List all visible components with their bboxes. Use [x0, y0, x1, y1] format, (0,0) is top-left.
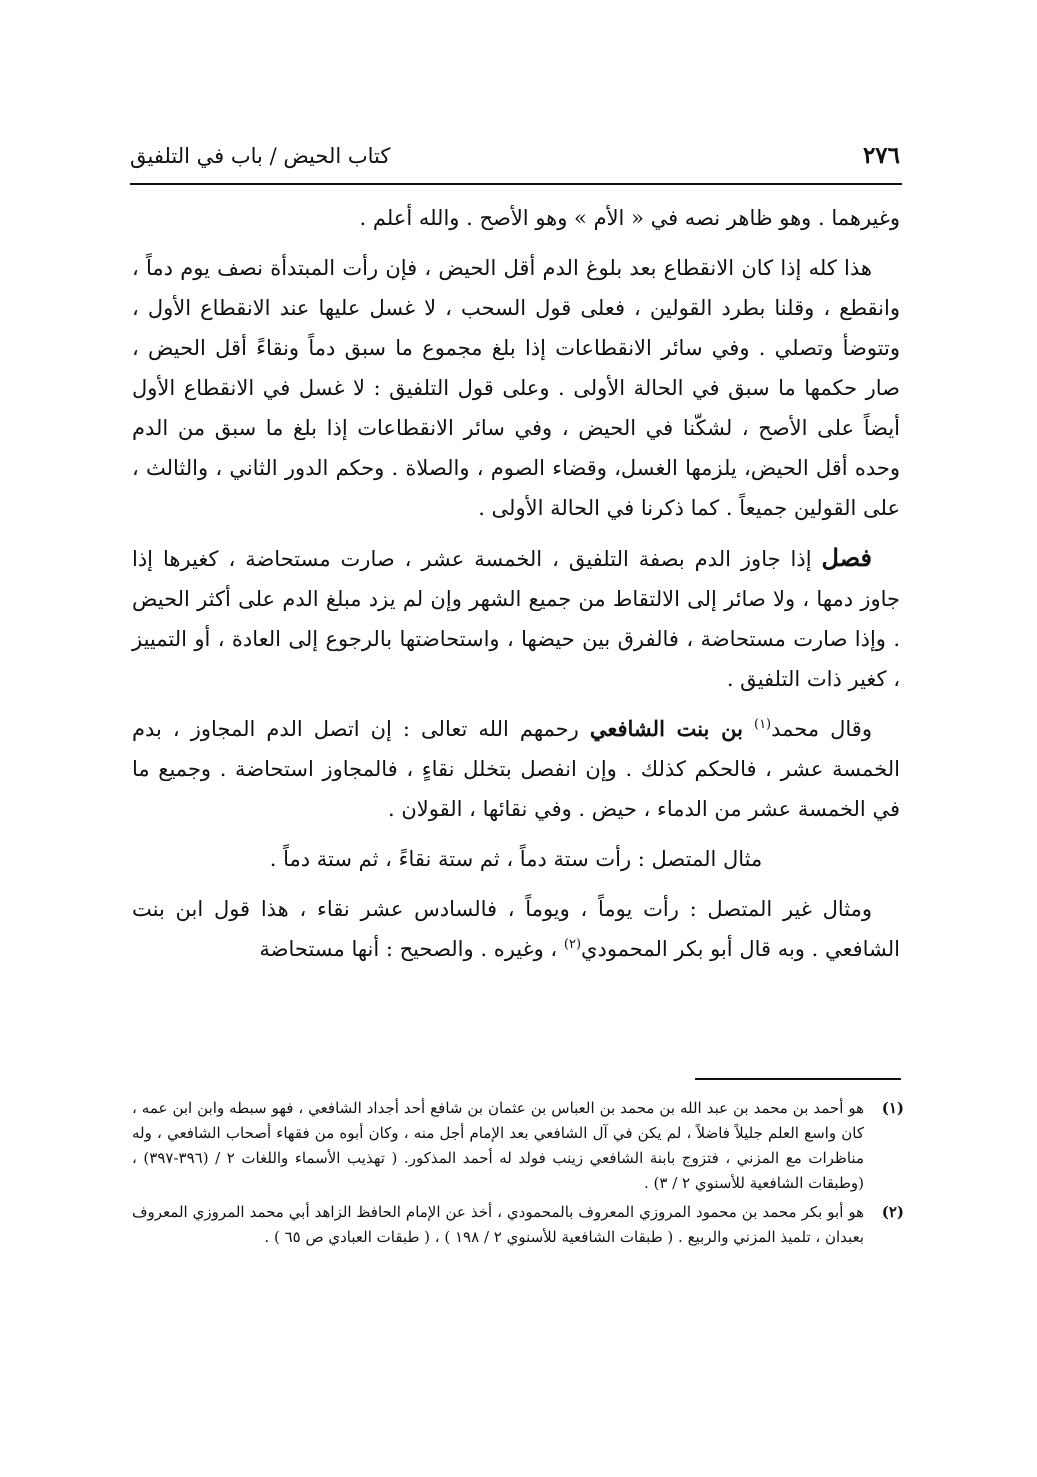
running-title: كتاب الحيض / باب في التلفيق: [130, 144, 391, 168]
paragraph-continuation: وغيرهما . وهو ظاهر نصه في « الأم » وهو الأصح . والله أعلم .: [359, 206, 900, 230]
footnote-number: (٢): [881, 1203, 904, 1221]
paragraph-text-a: وقال محمد: [771, 717, 872, 741]
footnote: [132, 1096, 904, 1196]
footnote-ref-1[interactable]: (١): [753, 717, 772, 732]
paragraph-fasl: [132, 538, 900, 699]
paragraph-text-c: رحمهم الله تعالى : إن اتصل الدم المجاوز ، بدم الخمسة عشر ، فالحكم كذلك . وإن انفصل بتخلل نقاءٍ ، فالمجاوز استحاضة . وجميع ما في الخمسة عشر من الدماء ، حيض . وفي نقائها ، القولان .: [132, 717, 900, 821]
footnote-text: هو أبو بكر محمد بن محمود المروزي المعروف بالمحمودي ، أخذ عن الإمام الحافظ الزاهد أبي محمد المروزي المعروف بعبدان ، تلميذ المزني والربيع . ( طبقات الشافعية للأسنوي ٢ / ١٩٨ ) ، ( طبقات العبادي ص ٦٥ ) .: [132, 1203, 864, 1246]
paragraph-text-b: ، وغيره . والصحيح : أنها مستحاضة: [259, 937, 558, 961]
paragraph-text-a: ومثال غير المتصل : رأت يوماً ، ويوماً ، فالسادس عشر نقاء ، هذا قول ابن بنت الشافعي . وبه قال أبو بكر المحمودي: [132, 897, 900, 961]
footnote-ref-2[interactable]: (٢): [563, 937, 582, 952]
footnote-number: (١): [881, 1099, 904, 1117]
footnote-divider: [695, 1078, 901, 1080]
footnote-text: هو أحمد بن محمد بن عبد الله بن محمد بن العباس بن عثمان بن شافع أحد أجداد الشافعي ، فهو سبطه وابن ابن عمه ، كان واسع العلم جليلاً فاضلاً ، لم يكن في آل الشافعي بعد الإمام أجل منه ، وكان أبوه من فقهاء أصحاب الشافعي ، وله مناظرات مع المزني ، فتزوج بابنة الشافعي زينب فولد له أحمد المذكور. ( تهذيب الأسماء واللغات ٢ / (٣٩٦-٣٩٧) ، (وطبقات الشافعية للأسنوي ٢ / ٣) .: [132, 1099, 864, 1192]
page-header: [130, 142, 900, 178]
footnotes: [132, 1096, 904, 1254]
paragraph-ibn-bint-shafii: [132, 709, 900, 829]
person-name: بن بنت الشافعي: [589, 716, 743, 741]
footnote: [132, 1200, 904, 1250]
page-number: ٢٧٦: [862, 142, 900, 169]
section-heading-fasl: فصل: [821, 543, 872, 572]
main-text: [132, 198, 900, 979]
paragraph-example-connected: مثال المتصل : رأت ستة دماً ، ثم ستة نقاءً ، ثم ستة دماً .: [269, 847, 763, 871]
header-divider: [130, 183, 902, 185]
paragraph-fasl-text: إذا جاوز الدم بصفة التلفيق ، الخمسة عشر ، صارت مستحاضة ، كغيرها إذا جاوز دمها ، ولا صائر إلى الالتقاط من جميع الشهر وإن لم يزد مبلغ الدم على أكثر الحيض . وإذا صارت مستحاضة ، فالفرق بين حيضها ، واستحاضتها بالرجوع إلى العادة ، أو التمييز ، كغير ذات التلفيق .: [132, 547, 900, 691]
paragraph-talfiq: هذا كله إذا كان الانقطاع بعد بلوغ الدم أقل الحيض ، فإن رأت المبتدأة نصف يوم دماً ، وانقطع ، وقلنا بطرد القولين ، فعلى قول السحب ، لا غسل عليها عند الانقطاع الأول ، وتتوضأ وتصلي . وفي سائر الانقطاعات إذا بلغ مجموع ما سبق دماً ونقاءً أقل الحيض ، صار حكمها ما سبق في الحالة الأولى . وعلى قول التلفيق : لا غسل في الانقطاع الأول أيضاً على الأصح ، لشكّنا في الحيض ، وفي سائر الانقطاعات إذا بلغ ما سبق من الدم وحده أقل الحيض، يلزمها الغسل، وقضاء الصوم ، والصلاة . وحكم الدور الثاني ، والثالث ، على القولين جميعاً . كما ذكرنا في الحالة الأولى .: [132, 256, 900, 520]
paragraph-example-disconnected: [132, 889, 900, 969]
